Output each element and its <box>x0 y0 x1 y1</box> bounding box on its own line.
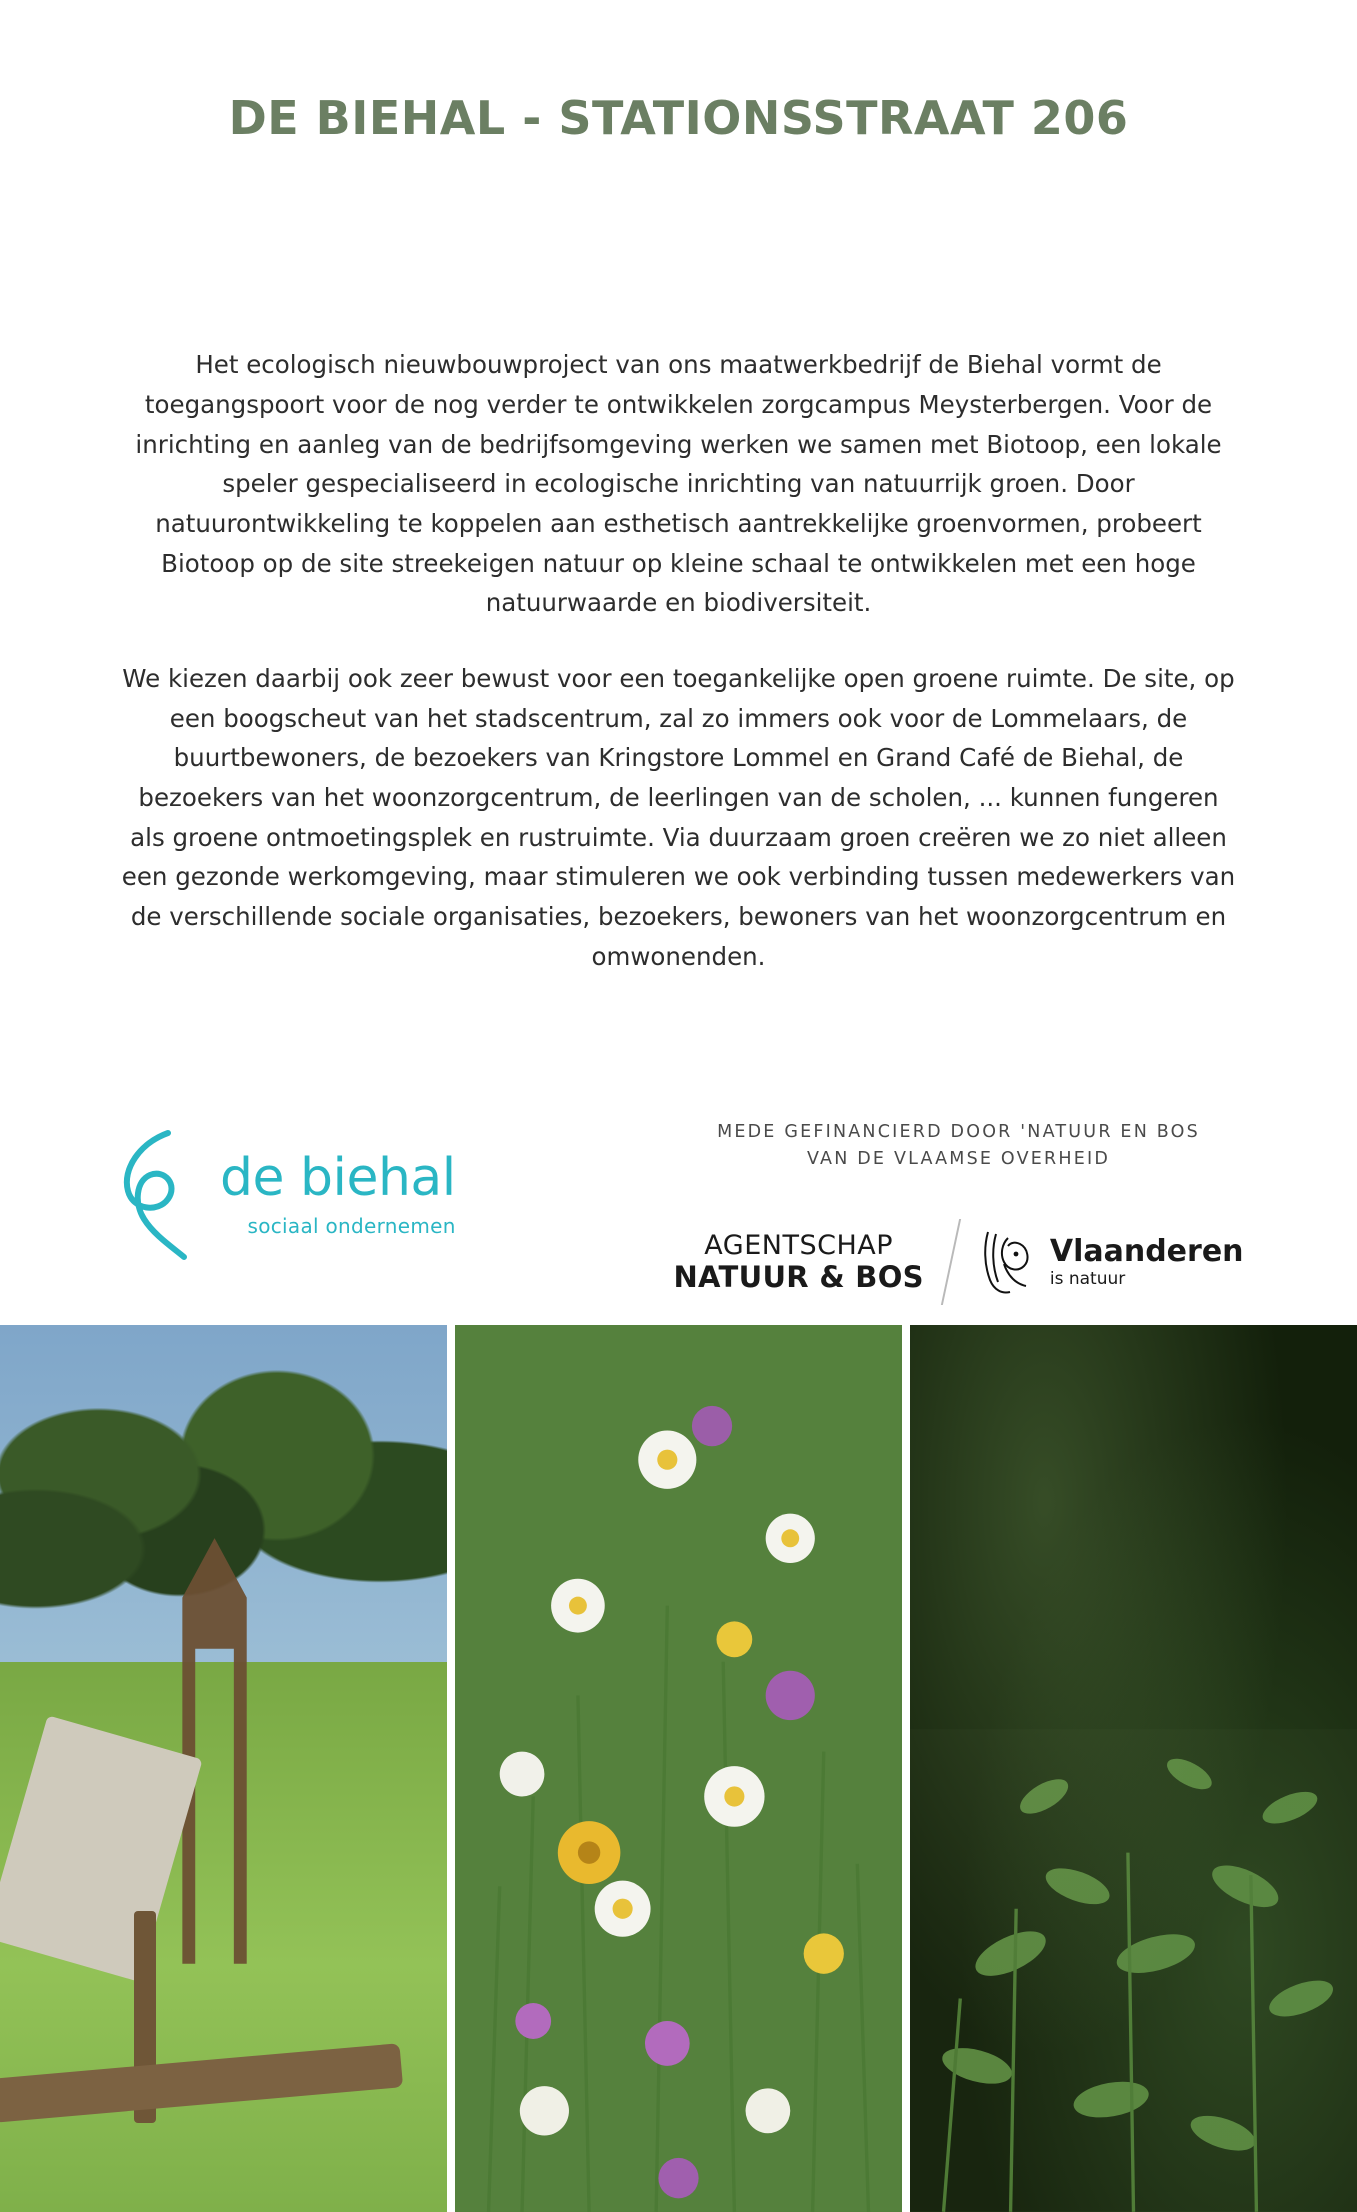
photo-strip <box>0 1325 1357 2212</box>
logo-divider <box>941 1219 961 1305</box>
biehal-wordmark <box>220 1148 456 1239</box>
agency-logos <box>673 1219 1243 1305</box>
funding-block <box>560 1109 1357 1305</box>
paragraph-1: Het ecologisch nieuwbouwproject van ons maatwerkbedrijf de Biehal vormt de toegangspoort voor de nog verder te ontwikkelen zorgcampus Meysterbergen. Voor de inrichting en aanleg van de bedrijfsomgeving werken we samen met Biotoop, een lokale speler gespecialiseerd in ecologische inrichting van natuurrijk groen. Door natuurontwikkeling te koppelen aan esthetisch aantrekkelijke groenvormen, probeert Biotoop op de site streekeigen natuur op kleine schaal te ontwikkelen met een hoge natuurwaarde en biodiversiteit. <box>135 350 1222 618</box>
anb-logo <box>673 1231 923 1294</box>
photo-wildflowers-art <box>455 1325 902 2212</box>
biehal-mark-icon <box>110 1125 206 1265</box>
photo-wildflowers <box>455 1325 902 2212</box>
logo-row <box>0 1109 1357 1305</box>
anb-line-2: NATUUR & BOS <box>673 1260 924 1295</box>
biehal-tagline: sociaal ondernemen <box>247 1214 456 1239</box>
funding-line-2: VAN DE VLAAMSE OVERHEID <box>806 1149 1111 1170</box>
photo-foliage-bokeh <box>910 1325 1357 2212</box>
photo-foliage <box>910 1325 1357 2212</box>
photo-playground <box>0 1325 447 2212</box>
biehal-name: de biehal <box>220 1148 456 1209</box>
page-title: DE BIEHAL - STATIONSSTRAAT 206 <box>228 91 1129 145</box>
vlaanderen-wordmark <box>1049 1233 1244 1290</box>
body-text <box>0 321 1357 1001</box>
vlaanderen-name: Vlaanderen <box>1049 1233 1244 1269</box>
anb-line-1: AGENTSCHAP <box>704 1229 894 1261</box>
vlaanderen-tagline: is natuur <box>1049 1269 1126 1290</box>
paragraph-2: We kiezen daarbij ook zeer bewust voor een toegankelijke open groene ruimte. De site, op een boogscheut van het stadscentrum, zal zo immers ook voor de Lommelaars, de buurtbewoners, de bezoekers van Kringstore Lommel en Grand Café de Biehal, de bezoekers van het woonzorgcentrum, de leerlingen van de scholen, ... kunnen fungeren als groene ontmoetingsplek en rustruimte. Via duurzaam groen creëren we zo niet alleen een gezonde werkomgeving, maar stimuleren we ook verbinding tussen medewerkers van de verschillende sociale organisaties, bezoekers, bewoners van het woonzorgcentrum en omwonenden. <box>121 664 1236 971</box>
funding-line-1: MEDE GEFINANCIERD DOOR 'NATUUR EN BOS <box>717 1122 1200 1143</box>
lion-icon <box>978 1228 1036 1296</box>
vlaanderen-logo <box>978 1228 1244 1296</box>
biehal-logo <box>0 1125 560 1265</box>
